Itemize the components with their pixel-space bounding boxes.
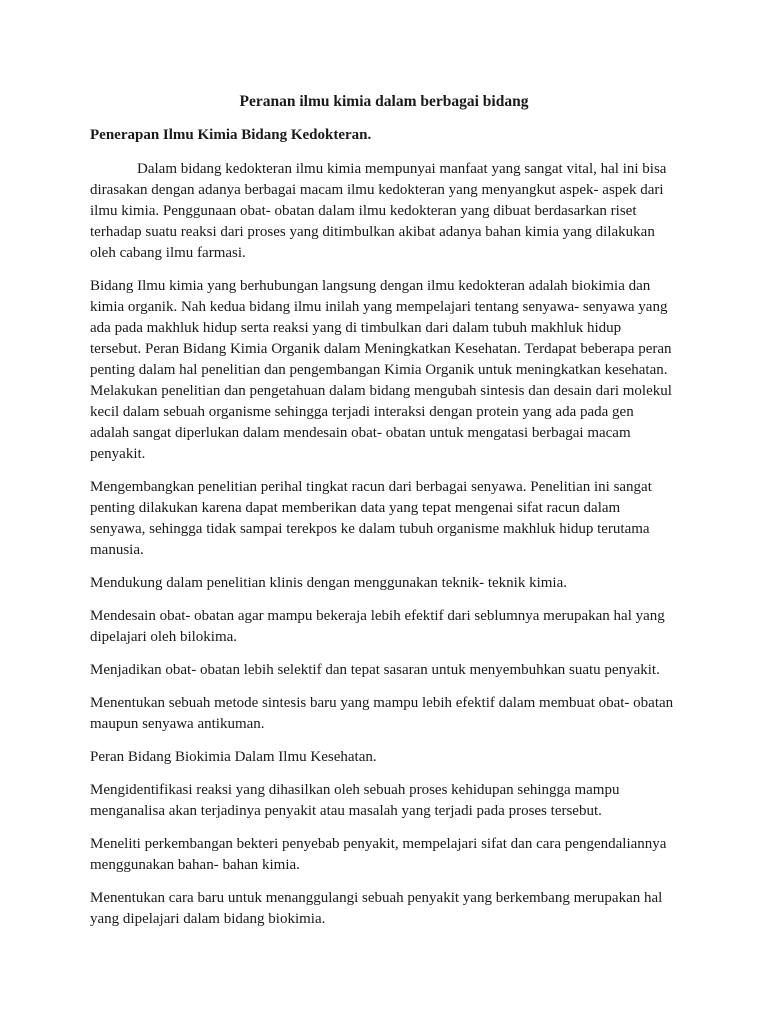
body-paragraph	[90, 780, 678, 822]
paragraph-line: Menjadikan obat- obatan lebih selektif dan tepat sasaran untuk menyembuhkan suatu penyakit.	[90, 662, 660, 678]
paragraph-line: Mengidentifikasi reaksi yang dihasilkan oleh sebuah proses kehidupan sehingga mampu	[90, 782, 620, 798]
paragraph-line: penting dilakukan karena dapat memberikan data yang tepat mengenai sifat racun dalam	[90, 500, 621, 516]
paragraph-line: oleh cabang ilmu farmasi.	[90, 245, 246, 261]
paragraph-line: Melakukan penelitian dan pengetahuan dalam bidang mengubah sintesis dan desain dari molekul	[90, 383, 672, 399]
paragraph-line: dirasakan dengan adanya berbagai macam ilmu kedokteran yang menyangkut aspek- aspek dari	[90, 182, 664, 198]
paragraph-line: penyakit.	[90, 446, 146, 462]
paragraph-line: ilmu kimia. Penggunaan obat- obatan dalam ilmu kedokteran yang dibuat berdasarkan riset	[90, 203, 637, 219]
paragraph-line: maupun senyawa antikuman.	[90, 716, 265, 732]
body-paragraph	[90, 747, 678, 768]
paragraph-line: Menentukan sebuah metode sintesis baru yang mampu lebih efektif dalam membuat obat- obatan	[90, 695, 674, 711]
paragraph-line: dipelajari oleh bilokima.	[90, 629, 238, 645]
body-paragraph	[90, 693, 678, 735]
paragraph-line: Meneliti perkembangan bekteri penyebab penyakit, mempelajari sifat dan cara pengendaliannya	[90, 836, 667, 852]
paragraph-line: tersebut. Peran Bidang Kimia Organik dalam Meningkatkan Kesehatan. Terdapat beberapa peran	[90, 341, 672, 357]
paragraph-line: Peran Bidang Biokimia Dalam Ilmu Kesehatan.	[90, 749, 377, 765]
section-heading: Penerapan Ilmu Kimia Bidang Kedokteran.	[90, 127, 372, 143]
paragraph-line: kecil dalam sebuah organisme sehingga terjadi interaksi dengan protein yang ada pada gen	[90, 404, 634, 420]
paragraph-line: manusia.	[90, 542, 144, 558]
paragraph-line: kimia organik. Nah kedua bidang ilmu inilah yang mempelajari tentang senyawa- senyawa yang	[90, 299, 668, 315]
body-paragraph	[90, 660, 678, 681]
paragraph-line: Mendesain obat- obatan agar mampu bekeraja lebih efektif dari seblumnya merupakan hal yang	[90, 608, 665, 624]
paragraph-line: Mendukung dalam penelitian klinis dengan menggunakan teknik- teknik kimia.	[90, 575, 567, 591]
paragraph-line: menganalisa akan terjadinya penyakit atau masalah yang terjadi pada proses tersebut.	[90, 803, 602, 819]
body-paragraph	[90, 606, 678, 648]
body-paragraph	[90, 573, 678, 594]
paragraph-line: menggunakan bahan- bahan kimia.	[90, 857, 300, 873]
body-paragraph	[90, 477, 678, 561]
paragraph-line: adalah sangat diperlukan dalam mendesain obat- obatan untuk mengatasi berbagai macam	[90, 425, 631, 441]
paragraph-line: Menentukan cara baru untuk menanggulangi sebuah penyakit yang berkembang merupakan hal	[90, 890, 663, 906]
document-title: Peranan ilmu kimia dalam berbagai bidang	[239, 93, 529, 110]
body-paragraph	[90, 888, 678, 930]
paragraph-line: Bidang Ilmu kimia yang berhubungan langsung dengan ilmu kedokteran adalah biokimia dan	[90, 278, 651, 294]
paragraph-line: penting dalam hal penelitian dan pengembangan Kimia Organik untuk meningkatkan kesehatan.	[90, 362, 668, 378]
body-paragraph	[90, 159, 678, 264]
paragraph-line: senyawa, sehingga tidak sampai terekpos ke dalam tubuh organisme makhluk hidup terutama	[90, 521, 650, 537]
document-body	[90, 159, 678, 930]
paragraph-line: ada pada makhluk hidup serta reaksi yang di timbulkan dari dalam tubuh makhluk hidup	[90, 320, 622, 336]
paragraph-line: yang dipelajari dalam bidang biokimia.	[90, 911, 326, 927]
paragraph-line: Mengembangkan penelitian perihal tingkat racun dari berbagai senyawa. Penelitian ini sangat	[90, 479, 652, 495]
body-paragraph	[90, 834, 678, 876]
paragraph-line: terhadap suatu reaksi dari proses yang ditimbulkan akibat adanya bahan kimia yang dilakukan	[90, 224, 655, 240]
body-paragraph	[90, 276, 678, 465]
paragraph-line: Dalam bidang kedokteran ilmu kimia mempunyai manfaat yang sangat vital, hal ini bisa	[137, 161, 667, 177]
